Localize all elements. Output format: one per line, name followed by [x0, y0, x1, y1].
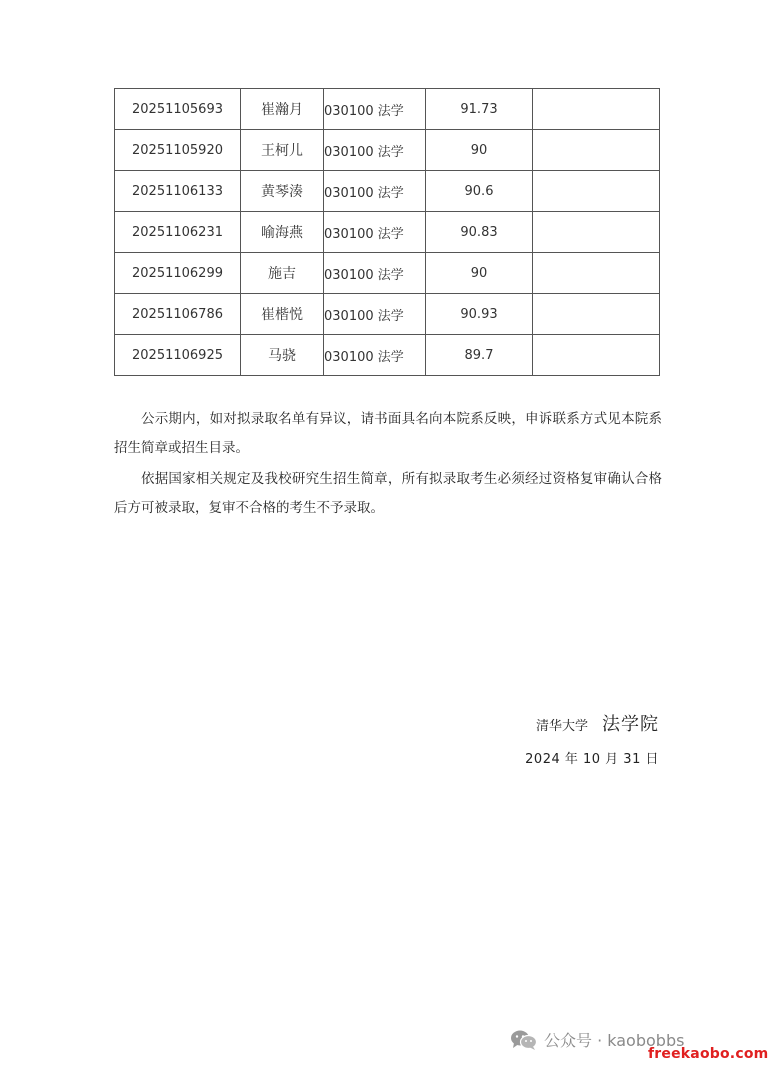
candidate-id-cell: 20251106133	[115, 171, 241, 212]
table-row	[115, 130, 660, 171]
candidate-name-cell: 崔瀚月	[241, 89, 324, 130]
score-cell: 90.93	[426, 294, 533, 335]
major-cell: 030100 法学	[324, 253, 426, 294]
major-cell: 030100 法学	[324, 130, 426, 171]
site-watermark: freekaobo.com	[648, 1046, 768, 1062]
major-cell: 030100 法学	[324, 89, 426, 130]
score-cell: 90.6	[426, 171, 533, 212]
candidate-name-cell: 施吉	[241, 253, 324, 294]
candidate-id-cell: 20251106925	[115, 335, 241, 376]
department-name: 法学院	[602, 714, 659, 735]
signature-date: 2024 年 10 月 31 日	[525, 752, 659, 767]
candidate-name-cell: 崔楷悦	[241, 294, 324, 335]
note-cell	[533, 335, 660, 376]
table-row	[115, 171, 660, 212]
notice-paragraph-objection: 公示期内，如对拟录取名单有异议，请书面具名向本院系反映，申诉联系方式见本院系招生简章或招生目录。	[114, 411, 662, 456]
score-cell: 90	[426, 253, 533, 294]
note-cell	[533, 253, 660, 294]
signature-line	[525, 710, 659, 736]
score-cell: 90.83	[426, 212, 533, 253]
note-cell	[533, 294, 660, 335]
admission-table	[114, 88, 660, 376]
table-row	[115, 89, 660, 130]
note-cell	[533, 212, 660, 253]
score-cell: 91.73	[426, 89, 533, 130]
major-cell: 030100 法学	[324, 212, 426, 253]
major-cell: 030100 法学	[324, 335, 426, 376]
notice-paragraph-review: 依据国家相关规定及我校研究生招生简章，所有拟录取考生必须经过资格复审确认合格后方可被录取，复审不合格的考生不予录取。	[114, 471, 662, 516]
major-cell: 030100 法学	[324, 171, 426, 212]
note-cell	[533, 171, 660, 212]
score-cell: 89.7	[426, 335, 533, 376]
table-row	[115, 212, 660, 253]
university-name: 清华大学	[535, 719, 588, 734]
candidate-name-cell: 王柯儿	[241, 130, 324, 171]
candidate-id-cell: 20251106786	[115, 294, 241, 335]
candidate-name-cell: 马骁	[241, 335, 324, 376]
note-cell	[533, 89, 660, 130]
signature-block	[525, 710, 659, 767]
score-cell: 90	[426, 130, 533, 171]
wechat-account-label: 公众号 · kaobobbs	[544, 1031, 685, 1050]
table-row	[115, 335, 660, 376]
table-row	[115, 253, 660, 294]
notice-text	[114, 405, 662, 525]
candidate-name-cell: 喻海燕	[241, 212, 324, 253]
candidate-id-cell: 20251105920	[115, 130, 241, 171]
note-cell	[533, 130, 660, 171]
candidate-id-cell: 20251105693	[115, 89, 241, 130]
candidate-id-cell: 20251106299	[115, 253, 241, 294]
wechat-icon	[510, 1029, 538, 1051]
major-cell: 030100 法学	[324, 294, 426, 335]
admission-table-body	[115, 89, 660, 376]
candidate-name-cell: 黄琴湊	[241, 171, 324, 212]
table-row	[115, 294, 660, 335]
candidate-id-cell: 20251106231	[115, 212, 241, 253]
